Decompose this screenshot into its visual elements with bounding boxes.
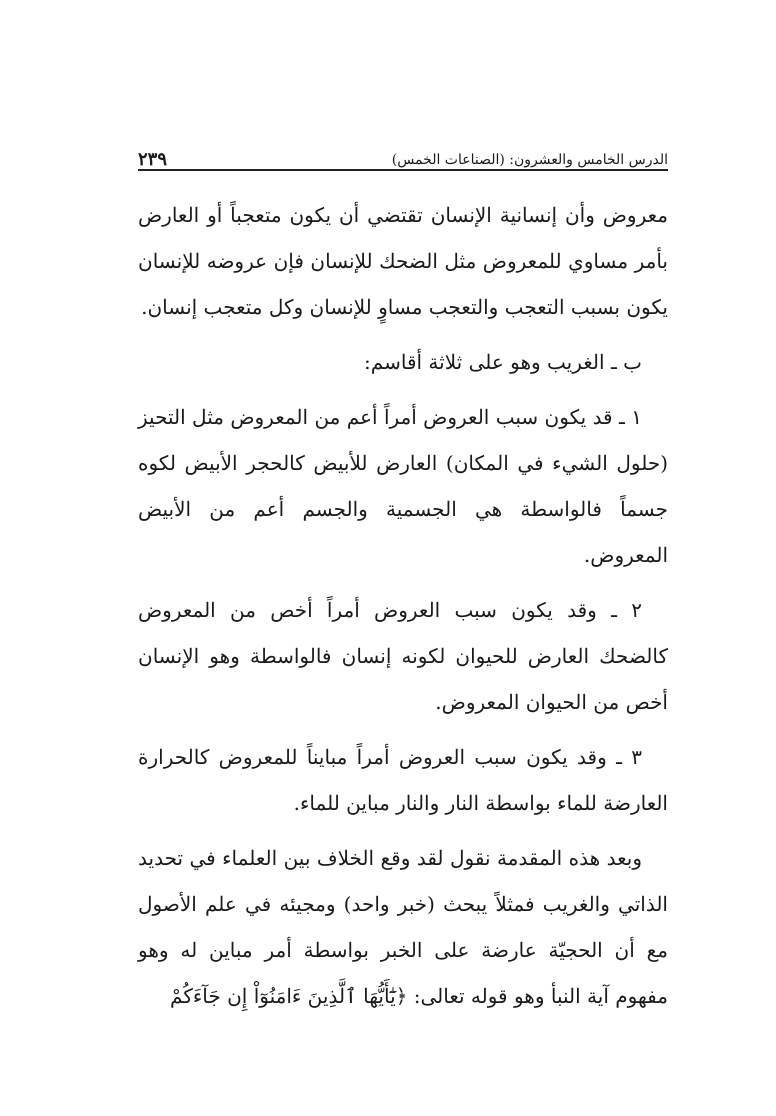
page-body (138, 192, 668, 1019)
page-number: ٢٣٩ (138, 149, 168, 170)
list-item-3: ٣ ـ وقد يكون سبب العروض أمراً مبايناً للمعروض كالحرارة العارضة للماء بواسطة النار والنار مباين للماء. (138, 745, 668, 815)
chapter-title: الدرس الخامس والعشرون: (الصناعات الخمس) (391, 152, 668, 168)
section-heading-gharib: ب ـ الغريب وهو على ثلاثة أقاسم: (364, 350, 642, 374)
running-header (138, 136, 668, 170)
list-item-1: ١ ـ قد يكون سبب العروض أمراً أعم من المعروض مثل التحيز (حلول الشيء في المكان) العارض للأبيض كالحجر الأبيض لكوه جسماً فالواسطة هي الجسمية والجسم أعم من الأبيض المعروض. (138, 405, 668, 567)
list-item-2: ٢ ـ وقد يكون سبب العروض أمراً أخص من المعروض كالضحك العارض للحيوان لكونه إنسان فالواسطة وهو الإنسان أخص من الحيوان المعروض. (138, 598, 668, 714)
paragraph-conclusion: وبعد هذه المقدمة نقول لقد وقع الخلاف بين العلماء في تحديد الذاتي والغريب فمثلاً يبحث (خبر واحد) ومجيئه في علم الأصول مع أن الحجيّة عارضة على الخبر بواسطة أمر مباين له وهو مفهوم آية النبأ وهو قوله تعالى: ﴿يَٰٓأَيُّهَا ٱلَّذِينَ ءَامَنُوٓاْ إِن جَآءَكُمْ (138, 846, 668, 1008)
paragraph-continuation: معروض وأن إنسانية الإنسان تقتضي أن يكون متعجباً أو العارض بأمر مساوي للمعروض مثل الضحك للإنسان فإن عروضه للإنسان يكون بسبب التعجب والتعجب مساوٍ للإنسان وكل متعجب إنسان. (138, 203, 668, 319)
header-divider (138, 169, 668, 171)
